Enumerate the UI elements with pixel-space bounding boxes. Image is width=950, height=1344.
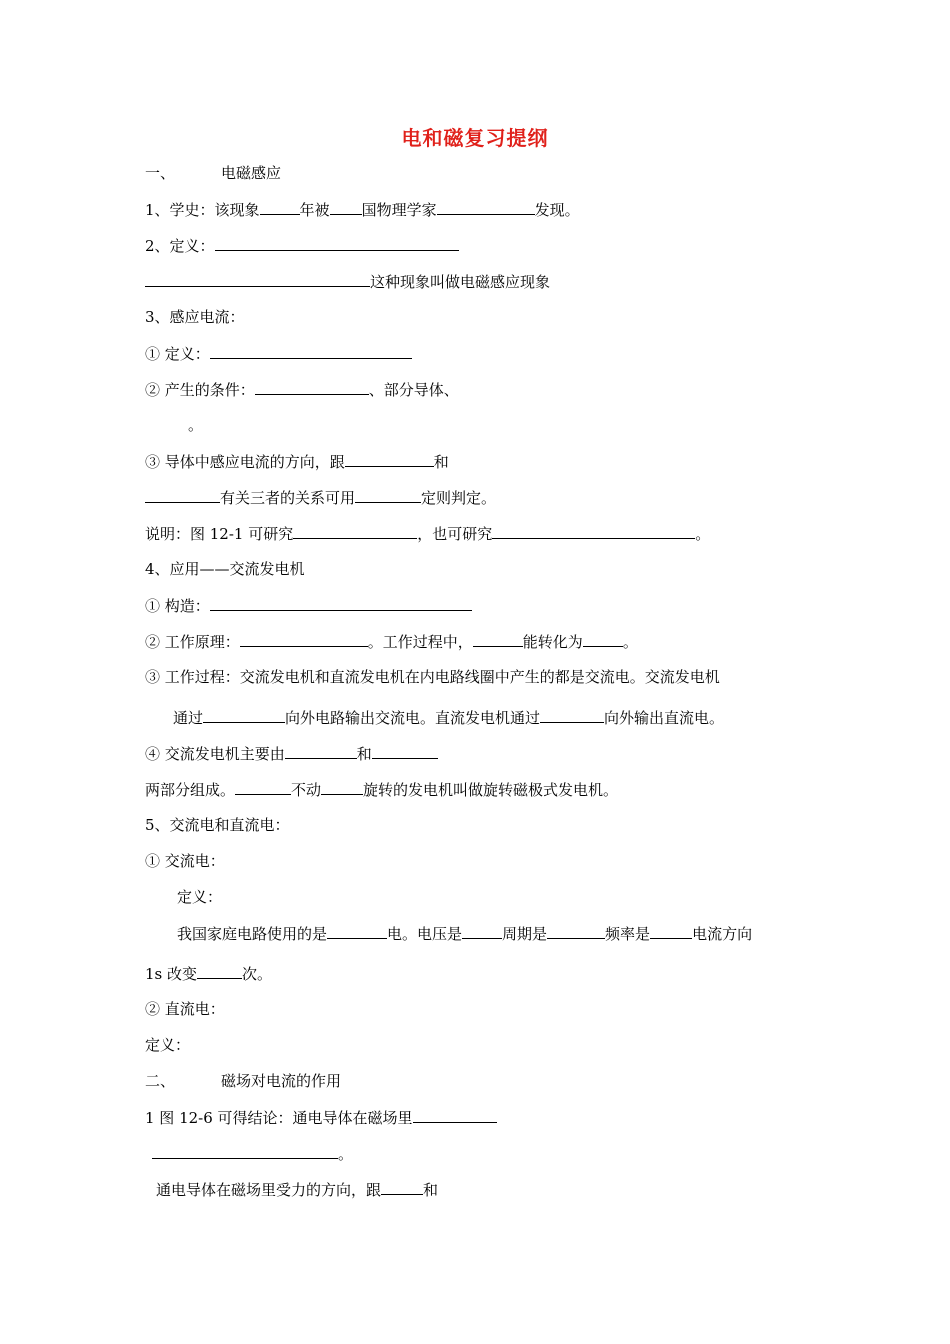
fill-blank[interactable] [462, 922, 502, 939]
text: 1s 改变 [145, 965, 198, 983]
principle-line [145, 630, 638, 653]
ac-heading: ① 交流电： [145, 852, 225, 870]
text: ① 定义： [145, 345, 210, 363]
note-line [145, 522, 710, 545]
text: 年被 [299, 201, 330, 219]
process-line-2 [173, 706, 724, 729]
fill-blank[interactable] [210, 594, 472, 611]
text: 旋转的发电机叫做旋转磁极式发电机。 [363, 781, 619, 799]
structure-line [145, 594, 472, 617]
fill-blank[interactable] [473, 630, 523, 647]
force-direction-line [156, 1178, 438, 1201]
text: 1 图 12-6 可得结论：通电导体在磁场里 [145, 1109, 413, 1127]
process-line: ③ 工作过程：交流发电机和直流发电机在内电路线圈中产生的都是交流电。交流发电机 [145, 668, 720, 686]
induced-current-definition [145, 342, 412, 365]
section-2-heading [145, 1070, 341, 1092]
text: 。 [338, 1145, 354, 1163]
section-1-heading [145, 162, 281, 184]
text: 电流方向 [692, 925, 753, 943]
text: 两部分组成。 [145, 781, 236, 799]
definition-line [145, 234, 459, 257]
fill-blank[interactable] [145, 486, 220, 503]
text: 国物理学家 [361, 201, 437, 219]
conclusion-line [145, 1106, 497, 1129]
application-heading: 4、应用——交流发电机 [145, 560, 305, 578]
conditions-line [145, 378, 459, 401]
fill-blank[interactable] [152, 1142, 338, 1159]
induced-current-heading: 3、感应电流： [145, 308, 245, 326]
text: 向外电路输出交流电。直流发电机通过 [285, 709, 541, 727]
text: 和 [356, 745, 372, 763]
text: 通电导体在磁场里受力的方向，跟 [156, 1181, 382, 1199]
fill-blank[interactable] [197, 962, 242, 979]
fill-blank[interactable] [255, 378, 369, 395]
fill-blank[interactable] [260, 198, 300, 215]
components-line [145, 742, 438, 765]
text: 有关三者的关系可用 [220, 489, 356, 507]
text: ，也可研究 [417, 525, 493, 543]
fill-blank[interactable] [145, 270, 370, 287]
fill-blank[interactable] [650, 922, 692, 939]
fill-blank[interactable] [547, 922, 605, 939]
history-line [145, 198, 580, 221]
fill-blank[interactable] [215, 234, 459, 251]
fill-blank[interactable] [285, 742, 357, 759]
text: 不动 [291, 781, 322, 799]
fill-blank[interactable] [235, 778, 291, 795]
fill-blank[interactable] [210, 342, 412, 359]
fill-blank[interactable] [327, 922, 387, 939]
text: ① 构造： [145, 597, 210, 615]
fill-blank[interactable] [355, 486, 421, 503]
fill-blank[interactable] [492, 522, 695, 539]
text: 能转化为 [522, 633, 583, 651]
fill-blank[interactable] [240, 630, 368, 647]
text: 通过 [173, 709, 204, 727]
text: 2、定义： [145, 237, 215, 255]
conditions-line-end: 。 [188, 416, 204, 434]
text: 频率是 [605, 925, 651, 943]
fill-blank[interactable] [345, 450, 434, 467]
text: 。 [622, 633, 638, 651]
components-line-2 [145, 778, 618, 801]
dc-definition: 定义： [145, 1036, 191, 1054]
text: 和 [433, 453, 449, 471]
text: 、部分导体、 [368, 381, 459, 399]
fill-blank[interactable] [540, 706, 604, 723]
conclusion-line-2 [152, 1142, 353, 1165]
text: 和 [423, 1181, 439, 1199]
text: 说明：图 12-1 可研究 [145, 525, 294, 543]
dc-heading: ② 直流电： [145, 1000, 225, 1018]
household-line-2 [145, 962, 272, 985]
fill-blank[interactable] [437, 198, 535, 215]
fill-blank[interactable] [413, 1106, 497, 1123]
section-title: 磁场对电流的作用 [221, 1072, 342, 1090]
text: 电。电压是 [387, 925, 463, 943]
definition-line-2 [145, 270, 550, 293]
text: ④ 交流发电机主要由 [145, 745, 285, 763]
text: 我国家庭电路使用的是 [177, 925, 328, 943]
fill-blank[interactable] [381, 1178, 423, 1195]
direction-line-2 [145, 486, 496, 509]
text: 向外输出直流电。 [604, 709, 725, 727]
section-number: 二、 [145, 1072, 176, 1090]
text: 这种现象叫做电磁感应现象 [370, 273, 551, 291]
page-title: 电和磁复习提纲 [401, 126, 549, 150]
text: 。工作过程中， [367, 633, 473, 651]
text: ③ 导体中感应电流的方向，跟 [145, 453, 345, 471]
text: ② 工作原理： [145, 633, 240, 651]
text: ② 产生的条件： [145, 381, 255, 399]
text: 定则判定。 [421, 489, 497, 507]
fill-blank[interactable] [372, 742, 438, 759]
fill-blank[interactable] [583, 630, 623, 647]
household-line [177, 922, 752, 945]
section-title: 电磁感应 [221, 164, 282, 182]
fill-blank[interactable] [203, 706, 285, 723]
text: 。 [695, 525, 711, 543]
direction-line [145, 450, 449, 473]
text: 发现。 [534, 201, 580, 219]
fill-blank[interactable] [330, 198, 362, 215]
ac-definition: 定义： [177, 888, 223, 906]
fill-blank[interactable] [293, 522, 417, 539]
fill-blank[interactable] [321, 778, 363, 795]
text: 次。 [242, 965, 273, 983]
text: 周期是 [502, 925, 548, 943]
section-number: 一、 [145, 164, 176, 182]
text: 1、学史：该现象 [145, 201, 260, 219]
ac-dc-heading: 5、交流电和直流电： [145, 816, 290, 834]
